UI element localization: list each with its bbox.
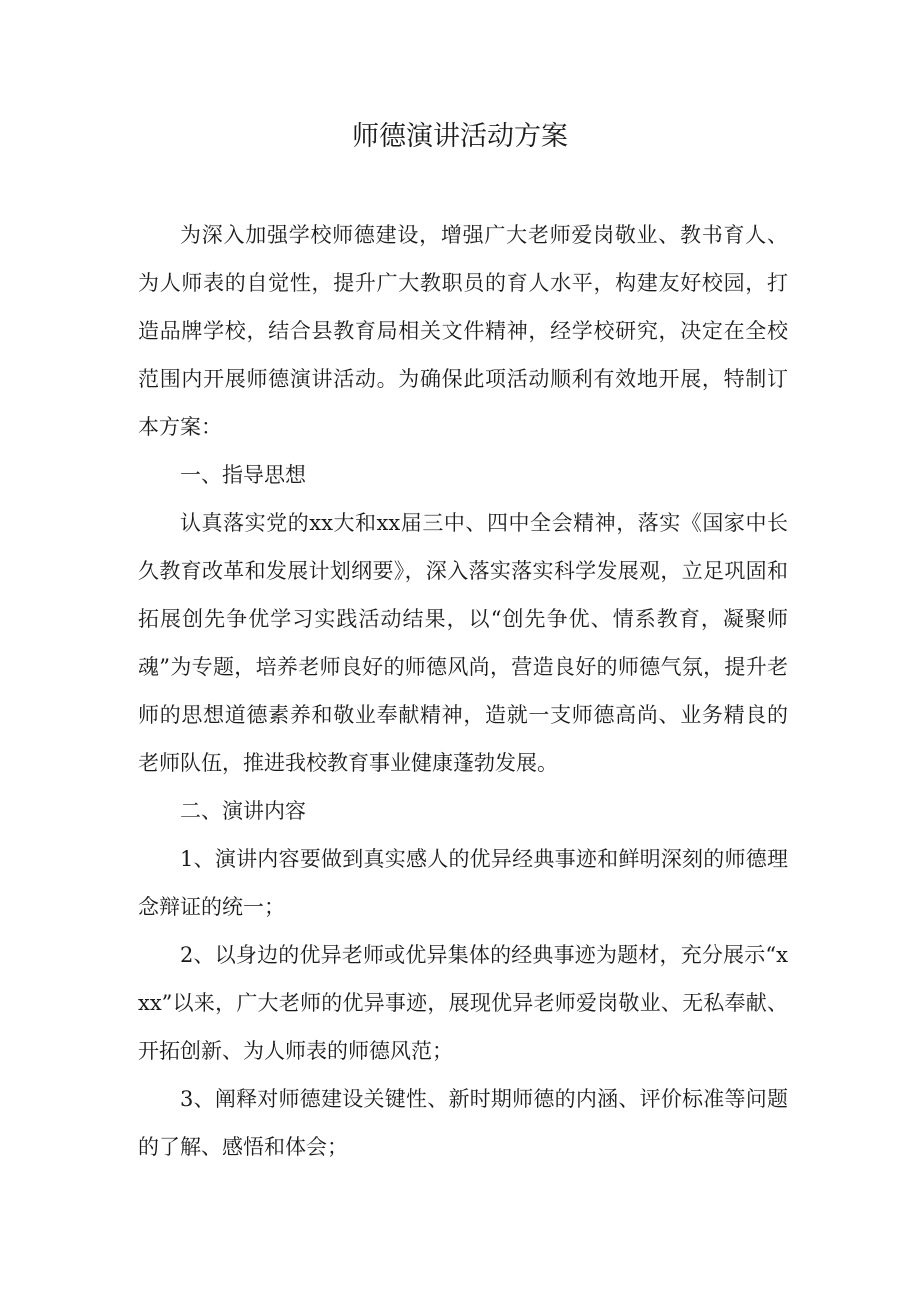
- document-title: 师德演讲活动方案: [352, 121, 568, 152]
- speech-content-item: 1、演讲内容要做到真实感人的优异经典事迹和鲜明深刻的师德理念辩证的统一；: [138, 847, 788, 919]
- speech-content-item: 2、以身边的优异老师或优异集体的经典事迹为题材，充分展示“xxx”以来，广大老师的优异事迹，展现优异老师爱岗敬业、无私奉献、开拓创新、为人师表的师德风范；: [138, 943, 788, 1063]
- guiding-ideology-paragraph: 认真落实党的xx大和xx届三中、四中全会精神，落实《国家中长久教育改革和发展计划纲要》，深入落实落实科学发展观，立足巩固和拓展创先争优学习实践活动结果，以“创先争优、情系教育，凝聚师魂”为专题，培养老师良好的师德风尚，营造良好的师德气氛，提升老师的思想道德素养和敬业奉献精神，造就一支师德高尚、业务精良的老师队伍，推进我校教育事业健康蓬勃发展。: [138, 511, 788, 775]
- section-heading-guiding-ideology: 一、指导思想: [180, 463, 306, 487]
- document-body: [138, 211, 788, 1171]
- section-heading-speech-content: 二、演讲内容: [180, 799, 306, 823]
- speech-content-item: 3、阐释对师德建设关键性、新时期师德的内涵、评价标准等问题的了解、感悟和体会；: [138, 1087, 788, 1159]
- intro-paragraph: 为深入加强学校师德建设，增强广大老师爱岗敬业、教书育人、为人师表的自觉性，提升广大教职员的育人水平，构建友好校园，打造品牌学校，结合县教育局相关文件精神，经学校研究，决定在全校范围内开展师德演讲活动。为确保此项活动顺利有效地开展，特制订本方案：: [138, 223, 788, 439]
